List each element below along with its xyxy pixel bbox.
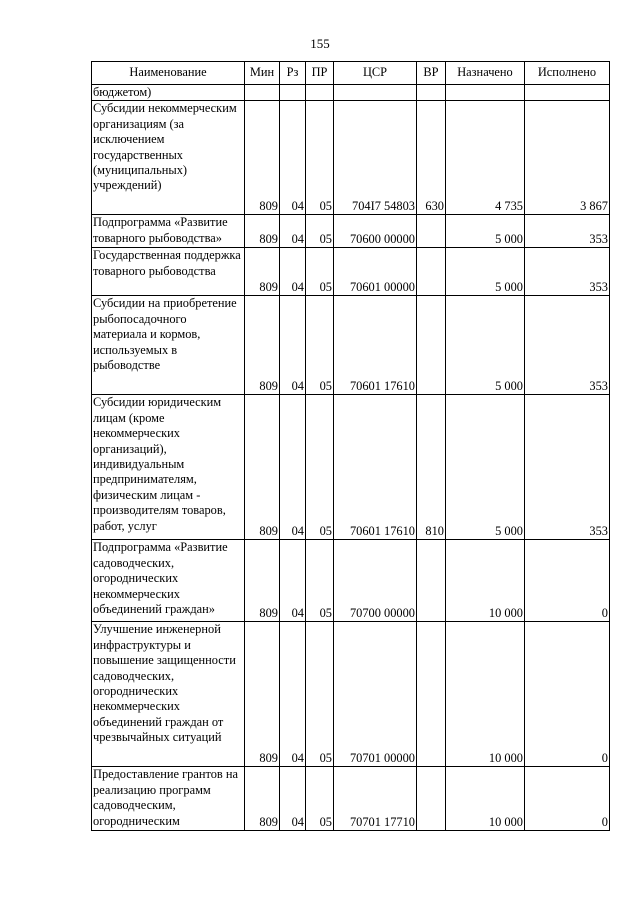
cell-vr: 630	[417, 101, 446, 215]
cell-name: Субсидии некоммерческим организациям (за исключением государственных (муниципальных) учреждений)	[92, 101, 245, 215]
table-header-row	[92, 62, 610, 85]
cell-assigned: 10 000	[446, 767, 525, 831]
cell-assigned: 10 000	[446, 622, 525, 767]
cell-pr: 05	[306, 101, 334, 215]
cell-rz	[280, 85, 306, 101]
cell-min: 809	[245, 248, 280, 296]
table-row	[92, 248, 610, 296]
header-name: Наименование	[92, 62, 245, 85]
header-executed: Исполнено	[525, 62, 610, 85]
cell-csr: 70600 00000	[334, 215, 417, 248]
table-row	[92, 767, 610, 831]
header-min: Мин	[245, 62, 280, 85]
cell-csr	[334, 85, 417, 101]
page-number: 155	[310, 36, 330, 51]
cell-vr	[417, 622, 446, 767]
cell-csr: 70601 00000	[334, 248, 417, 296]
cell-csr: 70701 17710	[334, 767, 417, 831]
cell-name: бюджетом)	[92, 85, 245, 101]
cell-executed: 353	[525, 248, 610, 296]
table-row	[92, 622, 610, 767]
cell-vr	[417, 540, 446, 622]
cell-min: 809	[245, 540, 280, 622]
cell-rz: 04	[280, 767, 306, 831]
header-rz: Рз	[280, 62, 306, 85]
cell-executed: 0	[525, 622, 610, 767]
cell-assigned: 4 735	[446, 101, 525, 215]
cell-vr	[417, 248, 446, 296]
cell-pr: 05	[306, 296, 334, 395]
cell-executed: 353	[525, 395, 610, 540]
cell-name: Государственная поддержка товарного рыбоводства	[92, 248, 245, 296]
cell-vr	[417, 767, 446, 831]
cell-csr: 704I7 54803	[334, 101, 417, 215]
cell-rz: 04	[280, 540, 306, 622]
table-row	[92, 85, 610, 101]
header-vr: ВР	[417, 62, 446, 85]
cell-min: 809	[245, 296, 280, 395]
table-row	[92, 215, 610, 248]
cell-rz: 04	[280, 296, 306, 395]
cell-executed	[525, 85, 610, 101]
cell-pr: 05	[306, 622, 334, 767]
cell-min	[245, 85, 280, 101]
cell-vr	[417, 85, 446, 101]
cell-pr: 05	[306, 248, 334, 296]
cell-csr: 70700 00000	[334, 540, 417, 622]
cell-rz: 04	[280, 248, 306, 296]
table-body	[92, 85, 610, 831]
cell-rz: 04	[280, 395, 306, 540]
cell-executed: 0	[525, 540, 610, 622]
table-row	[92, 395, 610, 540]
cell-executed: 353	[525, 296, 610, 395]
cell-csr: 70601 17610	[334, 296, 417, 395]
cell-name: Подпрограмма «Развитие садоводческих, огороднических некоммерческих объединений граждан»	[92, 540, 245, 622]
cell-vr	[417, 215, 446, 248]
cell-vr	[417, 296, 446, 395]
cell-name: Подпрограмма «Развитие товарного рыбоводства»	[92, 215, 245, 248]
cell-min: 809	[245, 395, 280, 540]
header-assigned: Назначено	[446, 62, 525, 85]
cell-assigned: 5 000	[446, 395, 525, 540]
cell-executed: 0	[525, 767, 610, 831]
cell-assigned	[446, 85, 525, 101]
cell-pr: 05	[306, 395, 334, 540]
cell-name: Улучшение инженерной инфраструктуры и повышение защищенности садоводческих, огороднических некоммерческих объединений граждан от чрезвычайных ситуаций	[92, 622, 245, 767]
cell-min: 809	[245, 622, 280, 767]
cell-name: Субсидии на приобретение рыбопосадочного материала и кормов, используемых в рыбоводстве	[92, 296, 245, 395]
header-pr: ПР	[306, 62, 334, 85]
cell-rz: 04	[280, 622, 306, 767]
cell-pr: 05	[306, 215, 334, 248]
cell-assigned: 10 000	[446, 540, 525, 622]
cell-pr: 05	[306, 767, 334, 831]
table-row	[92, 296, 610, 395]
cell-assigned: 5 000	[446, 248, 525, 296]
table-row	[92, 101, 610, 215]
header-csr: ЦСР	[334, 62, 417, 85]
cell-min: 809	[245, 215, 280, 248]
cell-name: Субсидии юридическим лицам (кроме некоммерческих организаций), индивидуальным предпринимателям, физическим лицам - производителям товаров, работ, услуг	[92, 395, 245, 540]
cell-vr: 810	[417, 395, 446, 540]
cell-min: 809	[245, 101, 280, 215]
cell-assigned: 5 000	[446, 215, 525, 248]
cell-executed: 353	[525, 215, 610, 248]
cell-name: Предоставление грантов на реализацию программ садоводческим, огородническим	[92, 767, 245, 831]
cell-executed: 3 867	[525, 101, 610, 215]
cell-min: 809	[245, 767, 280, 831]
cell-rz: 04	[280, 101, 306, 215]
budget-table	[91, 61, 610, 831]
cell-csr: 70701 00000	[334, 622, 417, 767]
cell-pr	[306, 85, 334, 101]
table-row	[92, 540, 610, 622]
cell-pr: 05	[306, 540, 334, 622]
cell-rz: 04	[280, 215, 306, 248]
cell-csr: 70601 17610	[334, 395, 417, 540]
cell-assigned: 5 000	[446, 296, 525, 395]
